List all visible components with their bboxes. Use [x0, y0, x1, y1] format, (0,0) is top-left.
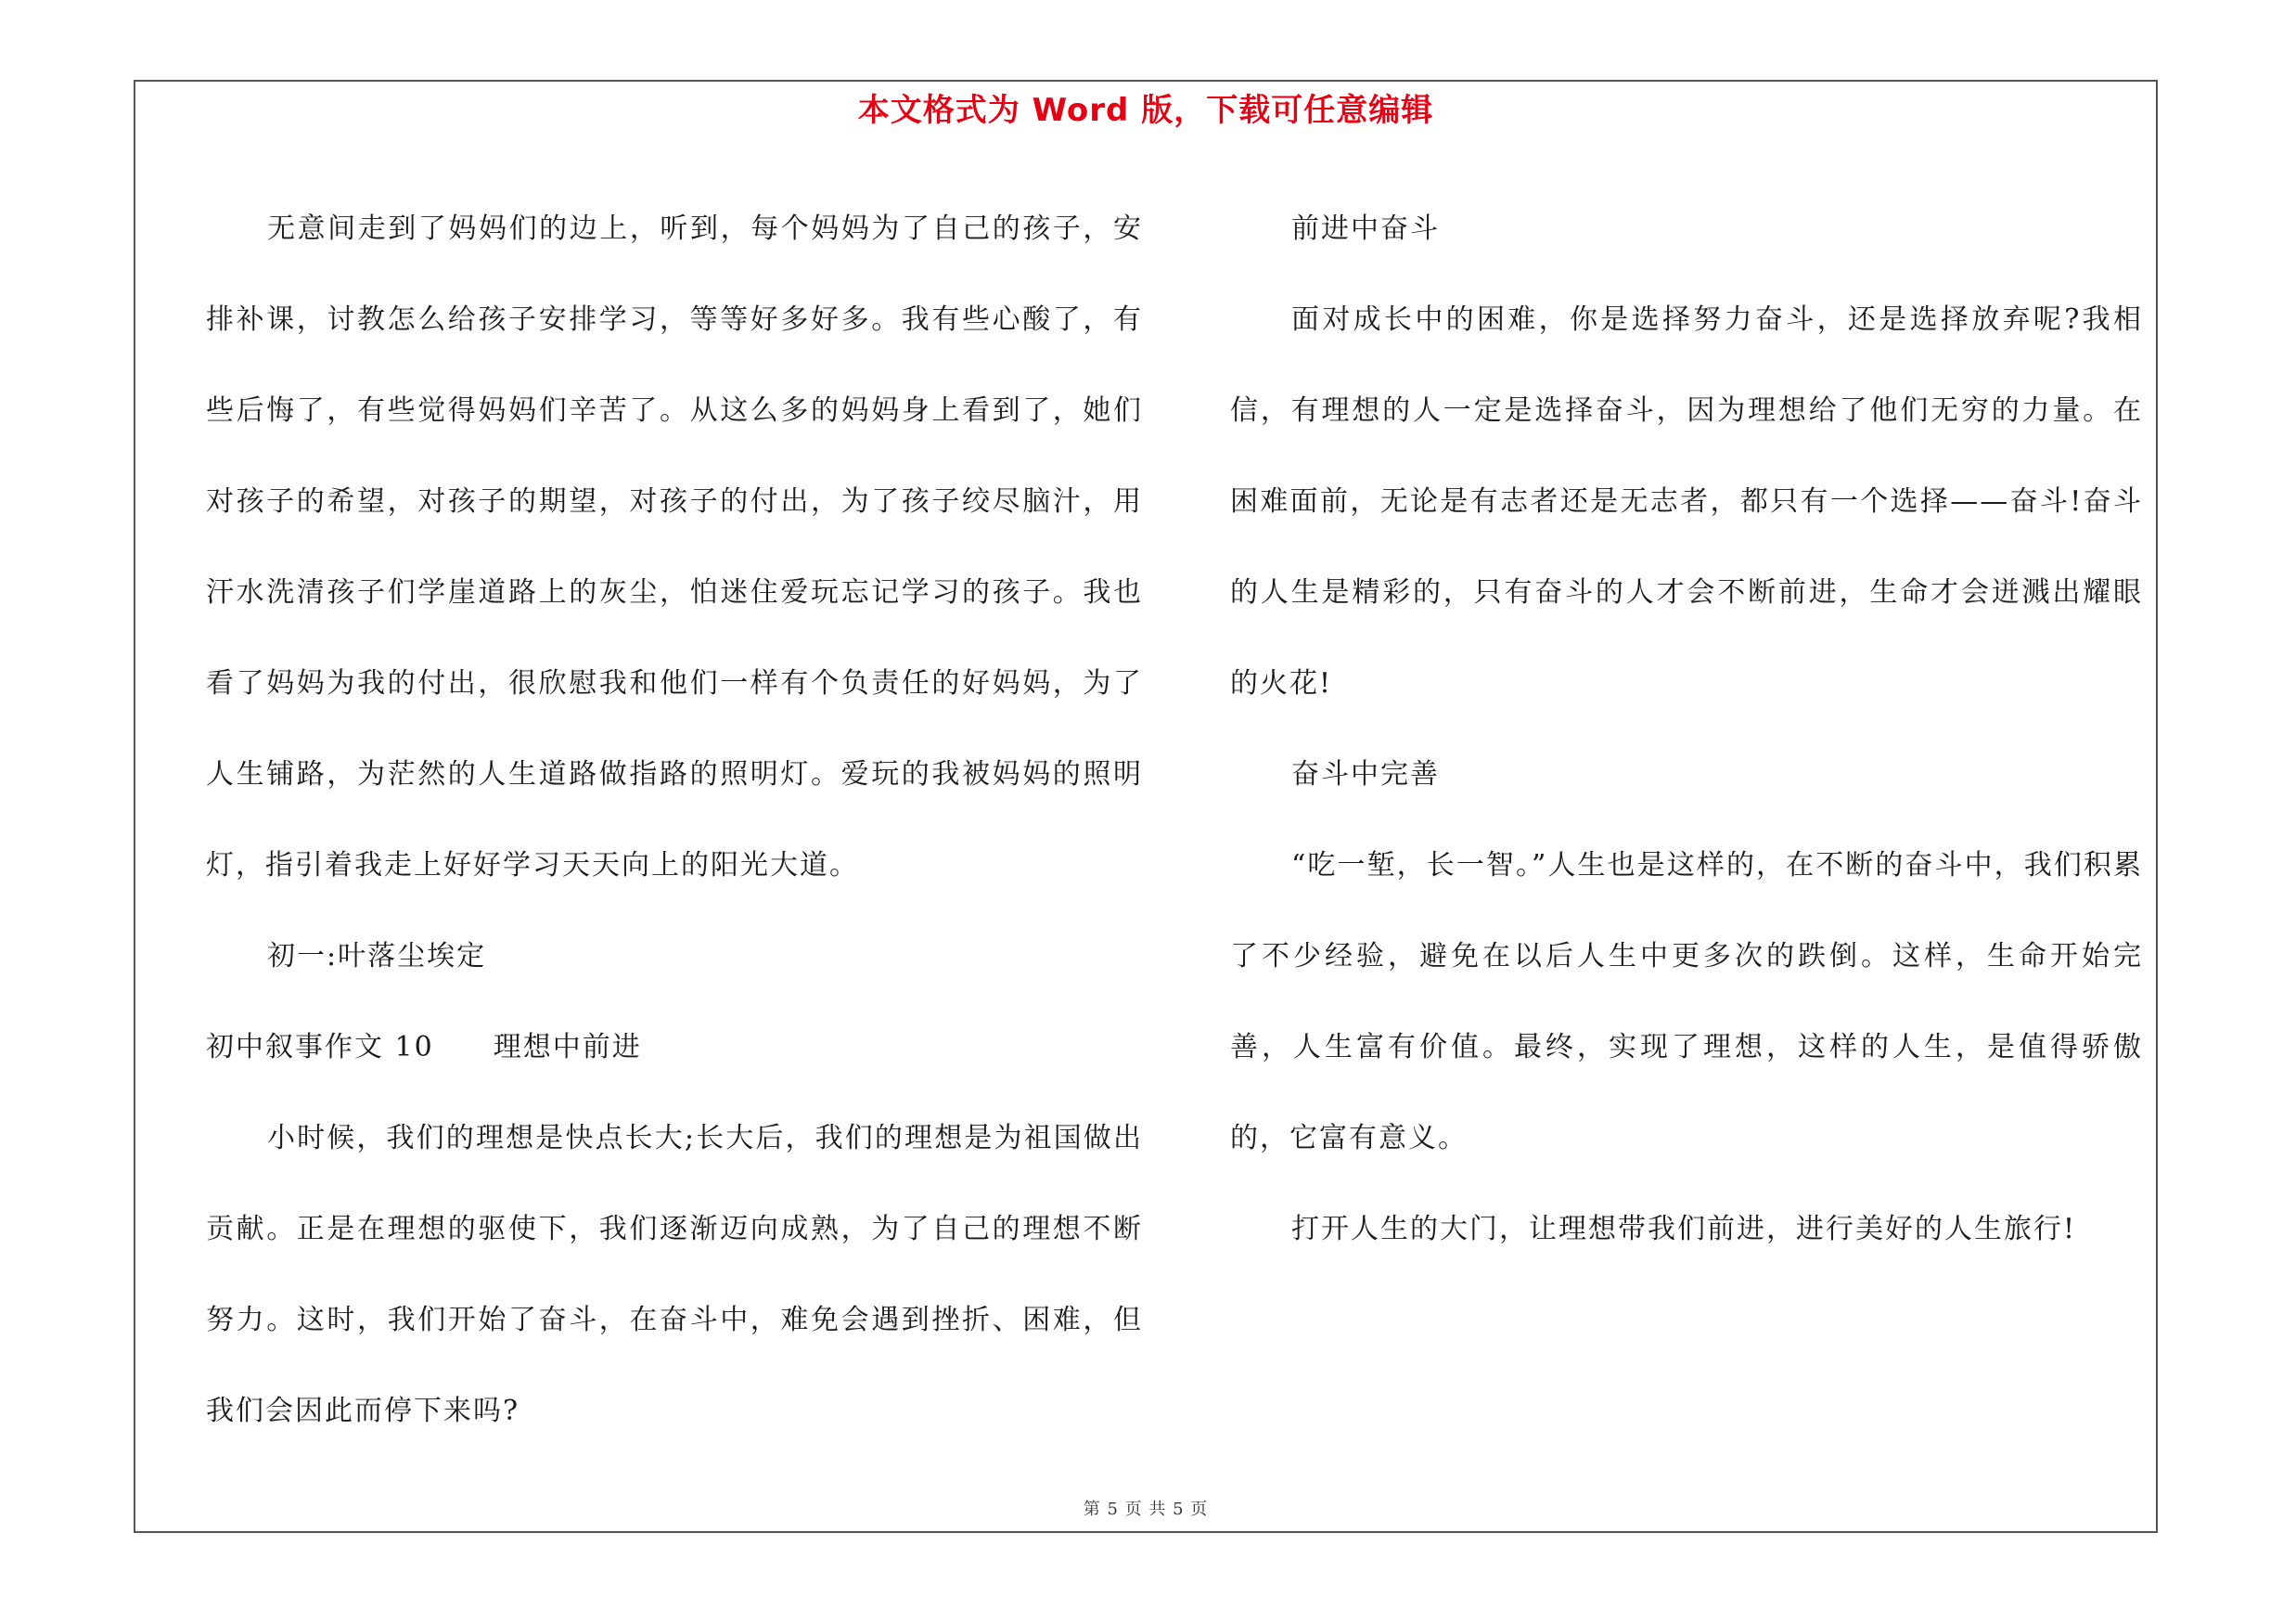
paragraph: 面对成长中的困难，你是选择努力奋斗，还是选择放弃呢?我相信，有理想的人一定是选择奋斗，因为理想给了他们无穷的力量。在困难面前，无论是有志者还是无志者，都只有一个选择——奋斗!奋斗的人生是精彩的，只有奋斗的人才会不断前进，生命才会迸溅出耀眼的火花!: [1230, 303, 2143, 700]
paragraph: 无意间走到了妈妈们的边上，听到，每个妈妈为了自己的孩子，安排补课，讨教怎么给孩子安排学习，等等好多好多。我有些心酸了，有些后悔了，有些觉得妈妈们辛苦了。从这么多的妈妈身上看到了，她们对孩子的希望，对孩子的期望，对孩子的付出，为了孩子绞尽脑汁，用汗水洗清孩子们学崖道路上的灰尘，怕迷住爱玩忘记学习的孩子。我也看了妈妈为我的付出，很欣慰我和他们一样有个负责任的好妈妈，为了人生铺路，为茫然的人生道路做指路的照明灯。爱玩的我被妈妈的照明灯，指引着我走上好好学习天天向上的阳光大道。: [206, 213, 1143, 882]
paragraph: “吃一堑，长一智。”人生也是这样的，在不断的奋斗中，我们积累了不少经验，避免在以后人生中更多次的跌倒。这样，生命开始完善，人生富有价值。最终，实现了理想，这样的人生，是值得骄傲的，它富有意义。: [1230, 849, 2143, 1154]
section-heading: 前进中奋斗: [1291, 213, 1440, 245]
paragraph: 小时候，我们的理想是快点长大;长大后，我们的理想是为祖国做出贡献。正是在理想的驱使下，我们逐渐迈向成熟，为了自己的理想不断努力。这时，我们开始了奋斗，在奋斗中，难免会遇到挫折、困难，但我们会因此而停下来吗?: [206, 1122, 1143, 1427]
format-banner: 本文格式为 Word 版，下载可任意编辑: [857, 92, 1434, 129]
article-title: 初中叙事作文 10 理想中前进: [206, 1031, 642, 1063]
section-heading: 奋斗中完善: [1291, 758, 1440, 791]
paragraph: 初一:叶落尘埃定: [267, 940, 487, 973]
right-column: [1230, 184, 2143, 1275]
left-column: [206, 184, 1143, 1457]
paragraph: 打开人生的大门，让理想带我们前进，进行美好的人生旅行!: [1291, 1213, 2077, 1245]
page-number-footer: 第 5 页 共 5 页: [1083, 1500, 1209, 1519]
page-frame: [134, 80, 2158, 1533]
